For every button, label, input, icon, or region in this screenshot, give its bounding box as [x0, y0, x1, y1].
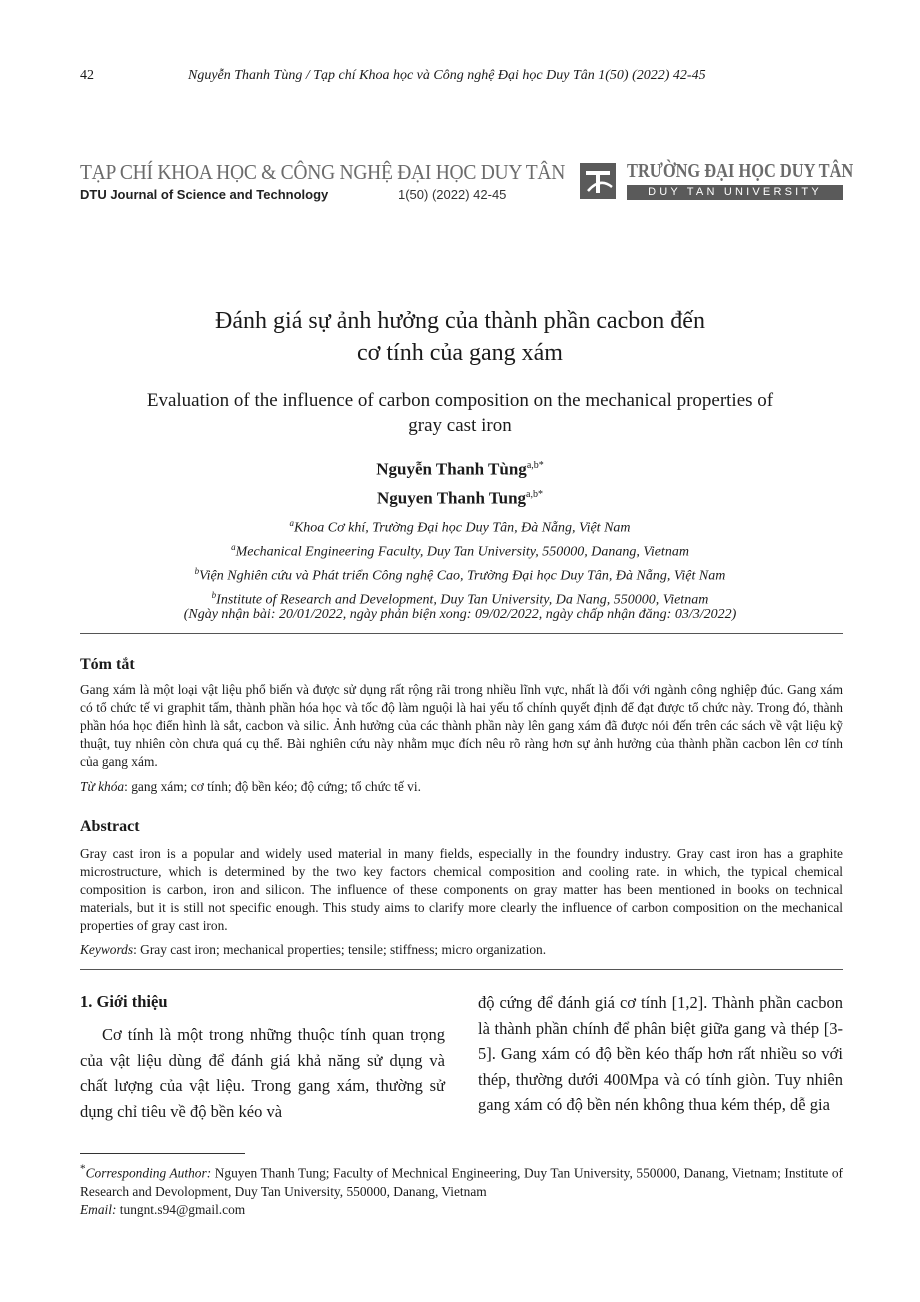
author-name-vi: Nguyễn Thanh Tùng$^{a,b*}$: [376, 459, 544, 479]
summary-body: Gang xám là một loại vật liệu phổ biến và được sử dụng rất rộng rãi trong nhiều lĩnh vực, nhất là đối với ngành công nghiệp đúc. Gang xám có tổ chức tế vi graphit tấm, thành phần hóa học và tốc độ làm nguội là hai yếu tố chính quyết định để đạt được tổ chức này. Trong đó, thành phần hóa học điển hình là sắt, cacbon và silic. Ảnh hưởng của các thành phần này lên gang xám đã được nói đến trên các sách về vật liệu kỹ thuật, tuy nhiên còn chưa quá cụ thể. Bài nghiên cứu này nhằm mục đích nêu rõ ràng hơn sự ảnh hưởng của thành phần cacbon lên cơ tính của gang xám.: [80, 682, 843, 769]
abstract-heading: Abstract: [80, 818, 140, 835]
keywords-en: Keywords: Gray cast iron; mechanical properties; tensile; stiffness; micro organization.: [80, 942, 547, 957]
keywords-vi: Từ khóa: gang xám; cơ tính; độ bền kéo; độ cứng; tổ chức tế vi.: [80, 779, 421, 794]
affiliation-item: $^b$Institute of Research and Development, Duy Tan University, Da Nang, 550000, Vietnam: [211, 590, 709, 609]
article-title-vi: [80, 305, 840, 369]
journal-name-en: DTU Journal of Science and Technology: [80, 187, 329, 202]
journal-issue: 1(50) (2022) 42-45: [398, 187, 507, 202]
divider: [80, 633, 843, 634]
affiliation-item: $^b$Viện Nghiên cứu và Phát triển Công nghệ Cao, Trường Đại học Duy Tân, Đà Nẵng, Việt Nam: [194, 566, 726, 584]
abstract-body: Gray cast iron is a popular and widely used material in many fields, especially in the foundry industry. Gray cast iron has a graphite microstructure, which is determined by the two key factors chemical composition and cooling rate. in which, the typical chemical composition is carbon, iron and silicon. The influence of these components on gray matter has been mentioned in books on technical materials, but it is still not specific enough. This study aims to clarify more clearly the influence of carbon composition on the mechanical properties of gray cast iron.: [80, 846, 843, 933]
university-name: TRƯỜNG ĐẠI HỌC DUY TÂN: [627, 160, 854, 182]
footnote-email: Email: tungnt.s94@gmail.com: [80, 1202, 246, 1218]
article-dates: (Ngày nhận bài: 20/01/2022, ngày phản biện xong: 09/02/2022, ngày chấp nhận đăng: 03/3/2022): [183, 607, 737, 622]
author-list: [80, 453, 840, 510]
affiliations: [80, 514, 840, 611]
title-vi-line-2: cơ tính của gang xám: [357, 340, 563, 366]
running-citation: Nguyễn Thanh Tùng / Tạp chí Khoa học và Công nghệ Đại học Duy Tân 1(50) (2022) 42-45: [188, 68, 706, 83]
summary-heading: Tóm tắt: [80, 656, 135, 673]
intro-left-column: Cơ tính là một trong những thuộc tính quan trọng của vật liệu dùng để đánh giá khả năng sử dụng và chất lượng của vật liệu. Trong gang xám, thường sử dụng chỉ tiêu về độ bền kéo và: [80, 1025, 445, 1121]
university-logo-icon: [580, 163, 616, 199]
title-en-line-1: Evaluation of the influence of carbon composition on the mechanical properties of: [146, 390, 774, 411]
title-vi-line-1: Đánh giá sự ảnh hưởng của thành phần cacbon đến: [215, 308, 705, 334]
intro-right-column: độ cứng để đánh giá cơ tính [1,2]. Thành phần cacbon là thành phần chính để phân biệt giữa gang và thép [3-5]. Gang xám có độ bền kéo thấp hơn rất nhiều so với thép, thường dưới 400Mpa và có tính giòn. Tuy nhiên gang xám có độ bền nén không thua kém thép, dễ gia: [478, 993, 843, 1114]
page-number: 42: [80, 68, 94, 83]
university-name-en: DUY TAN UNIVERSITY: [627, 185, 843, 200]
article-title-en: [80, 388, 840, 438]
corresponding-author-footnote: [80, 1160, 843, 1220]
author-name-en: Nguyen Thanh Tung$^{a,b*}$: [377, 488, 543, 508]
divider: [80, 969, 843, 970]
footnote-rule: [80, 1153, 245, 1154]
footnote-author: *Corresponding Author: Nguyen Thanh Tung; Faculty of Mechnical Engineering, Duy Tan University, 550000, Danang, Vietnam; Institute of Research and Devolopment, Duy Tan University, 550000, Danang, Vietnam: [80, 1163, 843, 1199]
affiliation-item: $^a$Khoa Cơ khí, Trường Đại học Duy Tân, Đà Nẵng, Việt Nam: [289, 518, 631, 536]
affiliation-item: $^a$Mechanical Engineering Faculty, Duy Tan University, 550000, Danang, Vietnam: [231, 542, 689, 560]
section-heading-intro: 1. Giới thiệu: [80, 992, 168, 1011]
title-en-line-2: gray cast iron: [408, 415, 512, 436]
journal-name-vi: TẠP CHÍ KHOA HỌC & CÔNG NGHỆ ĐẠI HỌC DUY TÂN: [80, 160, 566, 184]
